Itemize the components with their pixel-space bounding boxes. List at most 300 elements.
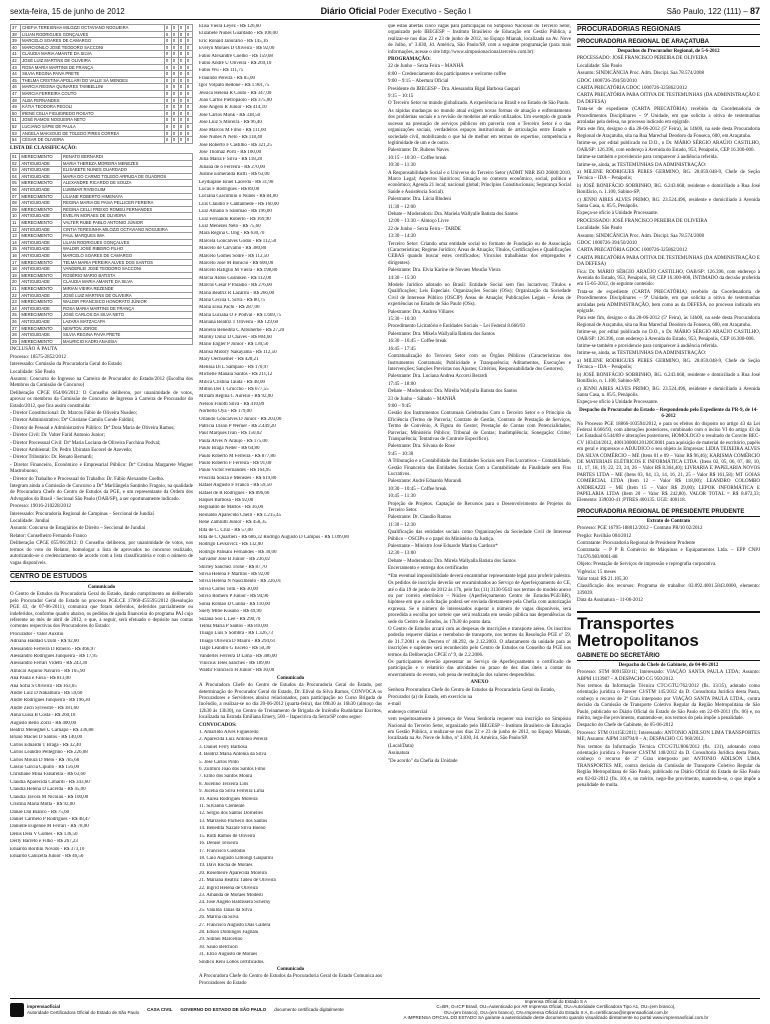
table-cell: 24 <box>11 305 20 312</box>
table-row <box>11 77 193 84</box>
list-item: Mariella Benedita C Albuherbe - R$ 27,20 <box>199 327 285 333</box>
list-item: Intime-se também e providencie para comparecer à audiência referida. <box>577 344 718 350</box>
table-cell: MARCELO SOARES DE CAMARGO <box>21 38 165 45</box>
table-row <box>11 167 193 174</box>
list-item: Nos termos da Informação Técnica CTC/GTU/806/2012 (fls. 131), adotando como orientação jurídica o Parecer CJ/STM 148/2012 da D. Consultoria Jurídica desta Pasta, conheço o recurso de 2º Grau interposto por ANTONIO ADILSON LIMA TRANSPORTES ME, contra decisão da Comissão de Transporte Coletivo Regular da Região Metropolitana de São Paulo, publicado no Diário Oficial do Estado de São Paulo em 02-02-2012 (fls. 10) e, no mérito, nego-lhe provimento, mantendo-se, o que impõe a penalidade de multa. <box>577 744 760 788</box>
list-item: Melissa Di L Sampaio - R$ 170,97 <box>199 364 269 370</box>
table-cell: 0 <box>178 123 185 130</box>
list-item: No Processo PGE 18866-103594/2012, e para os efeitos do disposto no artigo 43 da Lei Federal 8.666/93, com alterações posteriores, combinado com o inciso VI do artigo 43 da Lei Estadual 6.544/89 e alterações posteriores, HOMOLOGO o resultado do Convite BEC-CV 183434/2012, 400130000120120C0001 para aquisição de material de escritório, papéis em geral e impressos e ADJUDICO o seu objeto às Empresas: LIDIA TEIXEIRA ALVES DA SILVA COMÉRCIO – ME (Itens 01 e 09 – Valor R$ 96,46); KARISMA COMÉRCIO DE MATERIAIS ELÉTRICOS E INFORMÁTICA LTDA. (Itens 02, 05, 06, 07, 08, 10, 11, 17, 18, 19, 22, 23, 24, 26 – Valor R$ 8.364,40); LIVRARIA E PAPELARIA NOVOS PARTES LTDA – ME (Itens 03, 04, 13, 14, 16, 21, 25 – Valor R$ 161,58); MT GOIAS COMERCIAL LTDA (Item 12 – Valor R$ 118,00); LEANDRO COLOMBO ANDREAZZI – ME (Item 15 – Valor R$ 29,00); LEPOK INFORMÁTICA E PAPELARIA LTDA (Item 20 – Valor R$ 242,80). VALOR TOTAL = R$ 8.872,33; Elemento: 339030-41 ;PTRES 400135. UGE: 400118. <box>577 421 760 504</box>
procuradorias-title: PROCURADORIAS REGIONAIS <box>577 24 760 35</box>
list-item: Expeça-se ofício à Unidade Processante. <box>577 211 659 217</box>
list-item: Julia Maria F Silva - R$ 118,28 <box>199 157 263 163</box>
table-cell: 0 <box>164 117 171 124</box>
list-item: Debate – Moderadora: Dra. Mirella Wallyalla Batista dos Santos <box>388 389 518 395</box>
table-cell: 0 <box>178 117 185 124</box>
table-row <box>11 338 193 345</box>
table-cell: MERECIMENTO <box>20 233 62 240</box>
list-item: c) JENNI AIRES ALVES PRIMO, RG. 23.524.496, residente e domiciliado à Avenida Santa Casa, n. 85/5, Penápolis. <box>577 386 760 398</box>
table-cell: 0 <box>178 25 185 32</box>
list-item: Interessado: Procuradoria Regional de Campinas – Seccional de Jundiaí <box>10 511 154 517</box>
table-cell: 03 <box>11 167 20 174</box>
table-cell: ANTIGUIDADE <box>20 246 62 253</box>
despacho2-paras <box>577 422 760 505</box>
list-item: Presidente do IBEGESP – Dra. Alessandra Bigal Barbosa Gaspari <box>388 86 520 92</box>
table-cell: 49 <box>11 104 21 111</box>
list-item: Reinaldo Aparecido Chelli - R$ 1.215,45 <box>199 512 282 518</box>
list-item: Bruno Maciel D Santos - R$ 140,00 <box>10 735 83 741</box>
convocados-list <box>199 730 382 966</box>
ce-paragraph: O Centro de Estudos da Procuradoria Geral do Estado, dando cumprimento ao deliberado pelo Procurador Geral do Estado no processo PGE.CE 17060-455595/2012 (Resolução PGE 43, de 07-06-2011), comunica que foram deferidos, deferidos parcialmente ou indeferidos, conforme quadro abaixo, os pedidos de ajuda financeira do programa PAI cujo referente ao mês de abril de 2012, e que, a seguir, será efetuado o depósito nas contas correntes respectivas dos Procuradores do Estado: <box>10 592 193 630</box>
footer-info3: OU=(em branco), OU=(em branco), CN=Imprensa Oficial do Estado S A, E=certificacao@imprensaoficial.com.br <box>443 1009 668 1015</box>
table-cell: 0 <box>178 90 185 97</box>
list-item: Marcela Goncalves Godoi - R$ 112,50 <box>199 238 277 244</box>
list-item: 17. Francisco Custódio <box>199 848 246 854</box>
location-text: São Paulo, 122 (111) – <box>666 7 748 16</box>
list-item: Projeção de Projetos. Captação de Recursos para o Desenvolvimento de Projetos do Terceiro Setor. <box>388 501 571 514</box>
table-row <box>11 266 193 273</box>
list-item: Silvio Romero P Junior - R$ 94,90 <box>199 594 269 600</box>
list-item: Intime-se, por edital publicado no D.O., o Dr. MÁRIO SÉRGIO ARAÚJO CASTILHO, OAB/SP: 126.396, com endereço à Avenida do Estado, 953, Penápolis, CEP 16.300-000. <box>577 330 760 342</box>
list-item: Danielle Eugenne M Ferrari - R$ 78,00 <box>10 824 89 830</box>
table-cell: 0 <box>178 137 185 144</box>
table-cell: MERECIMENTO <box>20 220 62 227</box>
list-item: - Diretor de Pessoal e Administrativo Público: Drª Dora Maria de Oliveira Ramos; <box>10 425 175 431</box>
list-item: Rodrigo Pansani Fernandes - R$ 30,00 <box>199 549 277 555</box>
table-row <box>11 137 193 144</box>
table-cell: REGINA CELLI FREIXO ROMEU FERNANDES <box>62 206 193 213</box>
list-item: 8:00 – Credenciamento dos participantes e welcome coffee <box>388 71 507 77</box>
list-item: Jose Roberto F Castilho - R$ 321,25 <box>199 142 272 148</box>
table-cell: 05 <box>11 180 20 187</box>
table-cell: 0 <box>171 84 178 91</box>
list-item: 28. Edson Domingos Fagnani <box>199 929 259 935</box>
table-cell: 27 <box>11 325 20 332</box>
table-row <box>11 312 193 319</box>
table-cell: LUCIANO SÁPIE DE PAULA <box>21 123 165 130</box>
table-cell: 0 <box>171 64 178 71</box>
table-cell: 0 <box>185 31 192 38</box>
list-item: Para este fim, designo o dia 28-06-2012 (5ª Feira), às 14h00, na sede desta Procuradoria Regional de Araçatuba, sita na Rua Marechal Deodoro da Fonseca, 600, em Araçatuba. <box>577 127 760 139</box>
table-cell: ANTIGUIDADE <box>20 160 62 167</box>
list-item: Milica Cristina Tauda - R$ 48,00 <box>199 379 265 385</box>
gabinete-title: GABINETE DO SECRETÁRIO <box>577 652 760 661</box>
footer-info <box>352 999 760 1021</box>
table-row <box>11 130 193 137</box>
table-row <box>11 173 193 180</box>
table-cell: 43 <box>11 64 21 71</box>
table-cell: 29 <box>11 338 20 345</box>
table-cell: 06 <box>11 187 20 194</box>
list-item: Contratante: Procuradoria Regional de Presidente Prudente <box>577 541 696 547</box>
table-cell: 0 <box>185 123 192 130</box>
list-item: 12:00 – 13:30 – Almoço Livre <box>388 219 449 225</box>
list-item: Beatriz Meneghel C Carnapo - R$ 336,88 <box>10 728 94 734</box>
list-item: 18. Caio Augusto Limongi Gasparini <box>199 855 274 861</box>
despacho-chefe-title: Despacho do Chefe de Gabinete, de 04-06-2012 <box>618 662 719 668</box>
table-row <box>11 57 193 64</box>
table-row <box>11 97 193 104</box>
list-item: vem respeitosamente à presença de Vossa Senhoria requerer sua inscrição no Simpósio Nacional do Terceiro Setor, organizado pelo IBEGESP – Instituto Brasileiro de Educação em Gestão Pública, a realizar-se nos dias 22 e 23 de junho de 2012, no Espaço Mianak, localizada na Av. Nove de Julho, nº 3.830, Jd. América, São Paulo/SP. <box>388 717 571 742</box>
list-item: GDOC 1000726-394/50/2010 <box>577 78 637 84</box>
page-number: 87 <box>749 6 760 16</box>
list-item: Paulo Roberto F Ferreira - R$ 91,00 <box>199 460 272 466</box>
table-cell: MERECIMENTO <box>20 285 62 292</box>
table-cell: 22 <box>11 292 20 299</box>
list-item: Daniel Carmelo P Rodrigues - R$ 48,47 <box>10 816 90 822</box>
table-cell: 0 <box>171 44 178 51</box>
table-row <box>11 279 193 286</box>
list-item: Cassio Garcia Cipullo - R$ 156,00 <box>10 765 80 771</box>
table-cell: LUMIMAR RIVEIGUIM <box>62 187 193 194</box>
table-row <box>11 233 193 240</box>
list-item: 22 de Junho – Sexta Feira – TARDE <box>388 226 461 232</box>
list-item: 9:00 – 9:45 <box>388 403 411 409</box>
col1-paras <box>10 347 193 567</box>
list-item: Danae Dal Bianco - R$ 75,60 <box>10 809 70 815</box>
list-item: 19. Davi Rocha de Moraes <box>199 863 253 869</box>
list-item: Palestrante – Ministro José Eduardo Martins Cardozo* <box>388 544 498 550</box>
table-cell: 0 <box>164 123 171 130</box>
list-item: Intime-se, por edital publicado no D.O., o Dr. MÁRIO SÉRGIO ARAÚJO CASTILHO, OAB/SP: 126.396, com endereço à Avenida do Estado, 953, Penápolis, CEP 16.300-000. <box>577 141 760 153</box>
table-cell: ANTIGUIDADE <box>20 213 62 220</box>
list-item: Claudia Helena D Lacerda - R$ 45,00 <box>10 787 86 793</box>
list-item: Mariny Diniz D Chaves - R$ 804,60 <box>199 335 272 341</box>
table-cell: 0 <box>185 110 192 117</box>
list-item: 30. Saulo Belchiorí <box>199 944 238 950</box>
table-cell: MERECIMENTO <box>20 312 62 319</box>
table-cell: ROSA MARIA MARTINS DE FRANÇA <box>21 64 165 71</box>
table-cell: 0 <box>171 117 178 124</box>
list-item: Processo: PGE 16795-188012/2012 – Contrato PR/10 02/2012 <box>577 526 703 532</box>
list-item: Maria Cecilia C Silva - R$ 80,75 <box>199 298 265 304</box>
table-cell: 0 <box>178 44 185 51</box>
table-cell: 0 <box>164 25 171 32</box>
list-item: Palestrante: Dr. Claudio Ramos <box>388 515 452 521</box>
table-cell: MERECIMENTO <box>20 206 62 213</box>
list-item: Claudia Aparecida Cimardi - R$ 343,60 <box>10 779 90 785</box>
list-item: Rodrigo Levkovicz - R$ 132,00 <box>199 542 263 548</box>
table-cell: MERECIMENTO <box>20 154 62 161</box>
table-cell: 0 <box>185 57 192 64</box>
list-item: 20. Rosemeire Aparecida Moreira <box>199 870 267 876</box>
list-item: Paul Marques Ivan - R$ 150,02 <box>199 431 262 437</box>
table-cell: ALEXANDRE RICARDO DE SOUZA <box>62 180 193 187</box>
journal-section: Poder Executivo - Seção I <box>378 7 471 16</box>
table-cell: 0 <box>171 130 178 137</box>
governo-logo: GOVERNO DO ESTADO DE SÃO PAULO <box>180 1006 267 1012</box>
table-cell: 0 <box>164 71 171 78</box>
table-cell: ALBA FERNANDES <box>21 97 165 104</box>
list-item: 31. Elcio Augusto de Moraes <box>199 952 258 958</box>
list-item: 14. Benedita Nazaré Silva Bueno <box>199 826 266 832</box>
list-item: Salvador Jose B Junior - R$ 236,02 <box>199 557 270 563</box>
table-row <box>11 160 193 167</box>
list-item: 22. Ingrid Helena de Oliveira <box>199 885 258 891</box>
table-cell: LILIAN RODRIGUES GONÇALVES <box>21 31 165 38</box>
table-cell: ANTIGUIDADE <box>20 167 62 174</box>
table-cell: 0 <box>164 90 171 97</box>
table-cell: MERECIMENTO <box>20 299 62 306</box>
list-item: Deliberação CPGE 055/06/2012: O Conselho deliberou, por unanimidade de votos, nos termos do voto do Relator, homologar a lista de aprovados no concurso realizado, autorizando-se o credenciamento de acordo com a lista classificatória e com o número de vagas disponíveis. <box>10 541 193 566</box>
table-cell: 0 <box>171 31 178 38</box>
class-title: LISTA DE CLASSIFICAÇÃO: <box>10 145 77 151</box>
list-item: Procedimento Licitatório e Entidades Sociais – Lei Federal 8.666/93 <box>388 324 526 330</box>
table-row <box>11 239 193 246</box>
list-item: CARTA PRECATÓRIA GDOC 1000726-325862/2012 <box>577 86 688 92</box>
list-item: Jose Luiz S Moreira - R$ 96,40 <box>199 120 262 126</box>
table-cell: 0 <box>178 57 185 64</box>
list-item: PROCESSADO: JOSÉ FRANCISCO PEREIRA DE OLIVEIRA <box>577 218 708 224</box>
list-item: INCLUSÃO À PAUTA <box>10 347 58 353</box>
table-row <box>11 44 193 51</box>
list-item: Patricia Ulson P Werner - R$ 2.449,20 <box>199 423 276 429</box>
list-item: Assunto: SINDICÂNCIA Proc. Adm. Discipl. Saa 78.574/2008 <box>577 233 704 239</box>
table-cell: MERECIMENTO <box>20 325 62 332</box>
table-cell: 47 <box>11 90 21 97</box>
table-cell: VALTER RUBE PABLO ANTONIO JÚNIOR <box>62 220 193 227</box>
list-item: Milton Del T Gruccho - R$ 677,55 <box>199 386 269 392</box>
list-item: 25. Vanilda Tanas da Silva <box>199 907 252 913</box>
table-cell: IRENE CELIA FIGUEIREDO ROSATO <box>21 110 165 117</box>
list-item: 27. Francisco Augusto Dias Gallera <box>199 922 271 928</box>
table-cell: 12 <box>11 226 20 233</box>
list-item: Classificação dos recursos: Programa de trabalho: 03.092.4001.5843.0000, elemento: 339039. <box>577 584 760 596</box>
table-cell: CLÁUDIA MARIA AMANTE DA SILVA <box>21 51 165 58</box>
table-row <box>11 292 193 299</box>
list-item: CARTA PRECATÓRIA GDOC 1000726-325862/2012 <box>577 248 688 254</box>
table-row <box>11 187 193 194</box>
list-item: - Diretor Processual Civil: Drª Maria Luciana de Oliveira Facchina Podval; <box>10 440 161 446</box>
list-item: O Terceiro Setor no mundo globalizado. A experiência no Brasil e no Estado de São Paulo. <box>388 101 570 107</box>
table-cell: 48 <box>11 97 21 104</box>
list-item: c) JENNI AIRES ALVES PRIMO, RG. 23.524.496, residente e domiciliado à Avenida Santa Casa, n. 85/5, Penápolis. <box>577 197 760 209</box>
table-cell: 17 <box>11 259 20 266</box>
table-cell: 45 <box>11 77 21 84</box>
list-item: Luiz Fernando Roberto - R$ 169,90 <box>199 216 271 222</box>
table-row <box>11 154 193 161</box>
list-item: 10:15 – 10:30 – Coffee break <box>388 155 447 161</box>
table-cell: 0 <box>171 51 178 58</box>
table-cell: 18 <box>11 266 20 273</box>
table-cell: 0 <box>164 110 171 117</box>
table-cell: 04 <box>11 173 20 180</box>
list-item: Eduardo Canizella Junior - R$ 46,50 <box>10 853 84 859</box>
table-cell: 0 <box>164 38 171 45</box>
list-item: Vigência: 15 meses <box>577 569 616 575</box>
list-item: b) JOSÉ BONIFÁCIO SOBRINHO, RG. 6.243.668, residente e domiciliado a Rua José Bonifácio, n. 1.100, Sabino-SP; <box>577 183 760 196</box>
column-2 <box>199 24 382 1004</box>
table-row <box>11 31 193 38</box>
list-item: Marcelo Rafiglio M Vieira - R$ 198,80 <box>199 268 278 274</box>
list-item: Interessado: Comissão da Procuradoria Geral do Estado <box>10 362 122 368</box>
list-item: 15. Ruth Ramos de Oliveira <box>199 833 255 839</box>
list-item: 2. Aparecida Luiz Antônio Pereira <box>199 737 268 743</box>
table-row <box>11 123 193 130</box>
list-item: Assunto: SINDICÂNCIA Proc. Adm. Discipl. Saa 78.574/2008 <box>577 71 704 77</box>
comunicado2-title: Comunicado <box>276 967 305 972</box>
list-item: - Diretor Civil: Dr. Valter Farid Antonio Junior; <box>10 433 105 439</box>
list-item: Localidade: São Paulo <box>577 63 622 69</box>
list-item: (Local/Data) <box>388 743 414 749</box>
list-item: Thiago Oliveira D Mauro - R$ 294,61 <box>199 638 276 644</box>
table-row <box>11 84 193 91</box>
table-cell: 0 <box>164 104 171 111</box>
table-row <box>11 110 193 117</box>
list-item: Jose Angelo R Junior - R$ 414,10 <box>199 105 267 111</box>
table-cell: MERECIMENTO <box>20 193 62 200</box>
list-item: Thiago Luis S Sombra - R$ 1.326,73 <box>199 631 273 637</box>
list-item: Elizabete Nunes Guardado - R$ 100,00 <box>199 31 278 37</box>
table-cell: ANTIGUIDADE <box>20 279 62 286</box>
list-item: Marcelo Jose M Bonicio - R$ 600,00 <box>199 261 274 266</box>
list-item: Justine Esmeralda Ruffi - R$ 63,00 <box>199 172 270 178</box>
list-item: Eric Ronald Janurario - R$ 145,16 <box>199 38 268 44</box>
comunicado2-paragraph: A Procuradora Chefe do Centro de Estudos da Procuradoria Geral do Estado Comunica aos Procuradores do Estado <box>199 974 382 986</box>
list-item: A Responsabilidade Social e o Universo do Terceiro Setor (ADMT NBR ISO 26000:2010, Marco Legal; Aspectos históricos; Situação no contexto econômico, social, político e econômico; Agenda 21 local; nacional global; Princípios Constitucionais; Segurança Social Saúde e Assistência Social). <box>388 170 571 195</box>
table-cell: MERECIMENTO <box>20 180 62 187</box>
simposio-intro: que estão abertas cinco vagas para participação no Simpósio Nacional do Terceiro Setor, organizado pelo IBEGESP – Instituto Brasileiro de Educação em Gestão Pública, a realizar-se nos dias 22 e 23 de junho de 2012, no Espaço Mianak, localizada na Av. Nove de Julho, nº 3.830, Jd. América, São Paulo/SP, com a seguinte programação (para mais informações, acesse o site http://www.simposionacional.terceiro.com.br): <box>388 24 571 55</box>
table-cell: 0 <box>185 104 192 111</box>
list-item: Intime-se, ainda, as TESTEMUNHAS DA ADMINISTRAÇÃO: <box>577 162 707 168</box>
list-item: Fabio Andre U Oliveira - R$ 269,10 <box>199 61 272 67</box>
table-row <box>11 285 193 292</box>
table-row <box>11 332 193 339</box>
table-row <box>11 246 193 253</box>
table-cell: 0 <box>185 64 192 71</box>
list-item: Anna Luisa B Costa - R$ 260,10 <box>10 713 76 719</box>
logo1-text: imprensaoficial <box>27 1004 61 1009</box>
table-cell: REGINA MARIA DE PAIVA PELLICER FEREIRA <box>62 200 193 207</box>
list-item: Andre Luiz D Nakamura - R$ 59,60 <box>10 691 83 696</box>
table-cell: 0 <box>185 84 192 91</box>
list-item: Nos termos da Informação Técnica CTC/GTU/762/2012 (fls. 33/35), adotado como orientação jurídica o Parecer CJ/STM 145/2012 da D. Consultoria Jurídica desta Pasta, conheço o recurso de 2ª Grau interposto por VIAÇÃO SANTA PAULA LTDA., contra decisão da Comissão de Transporte Coletivo Regular da Região Metropolitana de São Paulo, publicado no Diário Oficial do Estado de São Paulo em 22-09-2011 (fls. 06) e, no mérito, nego-lhe provimento, mantendo-se, nos termos do pela impõe a penalidade. <box>577 683 760 721</box>
list-item: Christiane Mina Falsarella - R$ 63,60 <box>10 772 86 778</box>
list-item: Os participantes deverão apresentar ao Serviço de Aperfeiçoamento o certificado de participação e o relatório das atividades no prazo de dez dias úteis a contar do encerramento do evento, sob pena de restituição dos valores despendidos. <box>388 659 571 678</box>
table-cell: 15 <box>11 246 20 253</box>
list-item: O Centro de Estudos arcará com as despesas de inscrições e transporte aéreo. Os inscritos poderão requerer diárias e reembolso de transporte, nos termos da Resolução PGE nº 59, de 31.7.2001 e do Decreto nº 48.292, de 2.12.2003. O afastamento da unidade para as inscrições e suplentes será reconhecido pelo Centro de Estudos ou Conselho da PGE nos termos da Deliberação CPGE nº 9, de 2.2.2006. <box>388 626 571 658</box>
table-cell: 0 <box>178 130 185 137</box>
list-item: 29. Sidinei Marcelino <box>199 937 243 943</box>
table-row <box>11 104 193 111</box>
list-item: Rafael de R Rodrigues - R$ 896,60 <box>199 490 270 496</box>
table-cell: 0 <box>164 137 171 144</box>
list-item: Processo: 19016-210228/2012 <box>10 504 71 510</box>
table-row <box>11 51 193 58</box>
table-row <box>11 253 193 260</box>
table-row <box>11 206 193 213</box>
table-row <box>11 71 193 78</box>
list-item: Sindico Reni Lobos certificados. <box>199 959 265 965</box>
list-item: Carlos Moura D Melo - R$ 785,60 <box>10 757 80 763</box>
table-row <box>11 38 193 45</box>
table-cell: TELMA MARIA PEREIRA ALVES DOS SANTOS <box>62 259 193 266</box>
list-item: Maria Luciana O F Podval - R$ 1.669,75 <box>199 312 282 318</box>
table-row <box>11 226 193 233</box>
list-item: Localidade: Jundiaí <box>10 519 50 525</box>
list-item: Integram ainda a Comissão de Concurso a Drª Marilângela Santinho Fragoio, na qualidade de Procuradora Chefe do Centro de Estudos da PGE, e um representante da Ordem dos Advogados do Brasil - Secional São Paulo (OAB/SP), a ser oportunamente indicado. <box>10 484 193 502</box>
list-item: Marcia Aldos Gushiken - R$ 112,00 <box>199 275 272 281</box>
despacho-title: Despachos do Procurador Regional, de 5-6-2012 <box>617 49 720 54</box>
table-cell: ANTIGUIDADE <box>20 305 62 312</box>
list-item: 13:30 – 14:30 <box>388 234 416 240</box>
table-cell: 0 <box>171 137 178 144</box>
list-item: Encerramento e entrega dos certificados <box>388 566 469 572</box>
list-item: Miriam Regina C Aurelio - R$ 92,00 <box>199 394 273 400</box>
table-cell: 10 <box>11 213 20 220</box>
table-cell: 0 <box>164 57 171 64</box>
list-item: 11:30 – 12:30 <box>388 522 416 528</box>
list-item: Relator: Conselheiro Fernando Franco <box>10 533 87 539</box>
list-item: Juliana de o Ferreira - R$ 270,00 <box>199 164 265 170</box>
programacao-list <box>388 64 571 679</box>
table-cell: CÉSAR DE OLIVEIRA <box>21 137 165 144</box>
list-item: Fabio Wu - R$ 111,75 <box>199 68 244 74</box>
table-cell: SILVIA REGINA PAIVA PRETE <box>21 71 165 78</box>
list-item: - Diretor Ambiental: Dr. Pedro Ubiratan Escorel de Azevedo; <box>10 448 133 453</box>
table-cell: WALDIR JOSÉ RIBEIRO FILHO <box>62 246 193 253</box>
table-cell: WALDIR FRANCISCO HONORATO JÚNIOR <box>62 299 193 306</box>
table-cell: 0 <box>178 104 185 111</box>
list-item: As rápidas mudanças no mundo atual exigem novas formas de atuação e enfrentamento dos problemas sociais e a revisão de modelos até então utilizados. Um exemplo de grande sucesso na prestação de serviços públicos em parceria com o Terceiro Setor é o das organizações sociais, verdadeiros espaços institucionais de articulação entre Estado e sociedade civil, mobilizando o que há de melhor em termos de expertise, competência e legitimidade de um e de outro. <box>388 108 571 146</box>
table-cell: 0 <box>164 51 171 58</box>
table-cell: 0 <box>178 77 185 84</box>
list-item: "De acordo" da Chefia da Unidade <box>388 758 458 764</box>
convocados-title: CONVOCADOS: <box>199 722 237 728</box>
list-item: CARTA PRECATÓRIA PARA OITIVA DE TESTEMUNHAS (DA ADMINISTRAÇÃO E DA DEFESA) <box>577 255 760 268</box>
list-item: Nelson Finotti Silva - R$ 410,89 <box>199 401 265 407</box>
list-item: 10:30 – 10:45 – Coffee break <box>388 486 447 492</box>
list-item: Reginaldo de Mattos - R$ 36,00 <box>199 505 264 511</box>
list-item: 16:45 – 17:45 <box>388 346 416 352</box>
list-item: 8. Jucelino Teixeira Lins <box>199 781 249 787</box>
imprensa-logo-icon <box>10 1003 24 1017</box>
list-item: Palestrante: Dra. Andrea Villares <box>388 309 454 315</box>
table-cell: 07 <box>11 193 20 200</box>
table-row <box>11 25 193 32</box>
list-item: Elisa Vieira Leyez - R$ 126,60 <box>199 24 261 29</box>
list-item: Jose Carlos Monk - R$ 338,50 <box>199 112 261 118</box>
list-item: Joao Carlos Pietropaolo - R$ 375,00 <box>199 98 272 104</box>
table-cell: ANGELA MAKSOUD DE TOLEDO PIRES CORREA <box>21 130 165 137</box>
list-item: 10. Aurea Rodrigues Moreira <box>199 796 258 802</box>
list-item: Jessica Helena R Couto - R$ 347,00 <box>199 90 272 96</box>
list-item: - Diretor Financeiro, Econômico e Empresarial Público: Drª Cristina Margarete Wagner Mastrobuono; <box>10 462 193 475</box>
list-item: Alessandro Ferreira D Ribeiro - R$ 466,97 <box>10 646 96 652</box>
table-cell: JOSÉ RAMOS NOGUEIRA NETO <box>21 117 165 124</box>
list-item: Paula Alves N Araujo - R$ 175,00 <box>199 438 268 444</box>
list-item: Denis Dela V Gomes - R$ 136,50 <box>10 831 78 837</box>
list-item: Evelyn Moraes D Oliveira - R$ 92,00 <box>199 46 275 52</box>
list-item: 26. Marina da Silva <box>199 915 239 921</box>
table-row <box>11 64 193 71</box>
table-cell: NEWTON JORGE <box>62 325 193 332</box>
table-row <box>11 213 193 220</box>
table-cell: 40 <box>11 44 21 51</box>
list-item: Jose Nunes N Neto - R$ 118,40 <box>199 135 263 141</box>
table-cell: 0 <box>171 57 178 64</box>
journal-name: Diário Oficial <box>320 6 377 16</box>
list-item: CARTA PRECATÓRIA PARA OITIVA DE TESTEMUNHAS (DA ADMINISTRAÇÃO E DA DEFESA) <box>577 93 760 105</box>
table-cell: 11 <box>11 220 20 227</box>
list-item: Carlos Leandro Pellegrino - R$ 226,08 <box>10 750 88 756</box>
list-item: 4. Beatriz Maria Antônia da Silva <box>199 752 267 758</box>
list-item: Raquel Barbosa - R$ 92,00 <box>199 498 254 503</box>
table-cell: 0 <box>185 117 192 124</box>
list-item: Palestrante: Dra. Mikela Wallyalla Batista dos Santos <box>388 331 495 337</box>
table-row <box>11 259 193 266</box>
list-item: Derly Barreto e Filho - R$ 267,23 <box>10 839 78 845</box>
table-cell: 0 <box>171 110 178 117</box>
